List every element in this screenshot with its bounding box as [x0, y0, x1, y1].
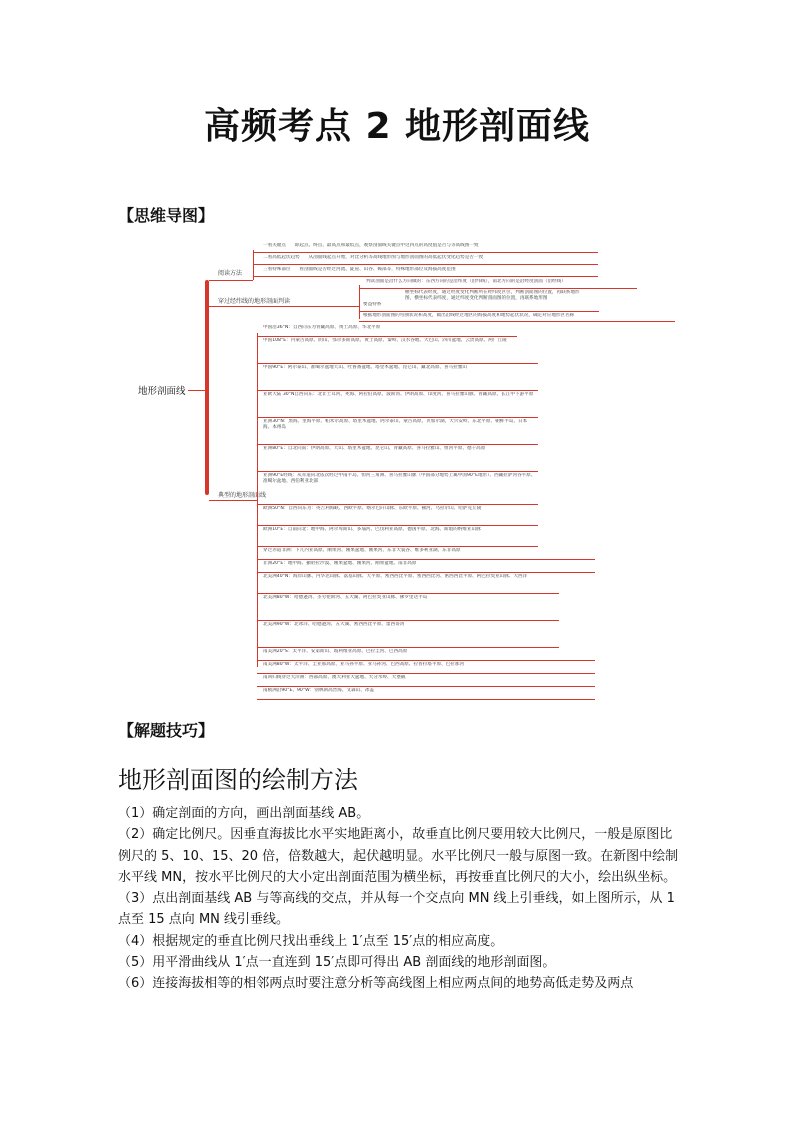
mindmap-item: 亚洲30°N：黑海、里海平原、帕米尔高原、塔里木盆地、阿尔泰山、蒙古高原、贝加尔湖、大兴安岭、东北平原、朝鲜半岛、日本海、本州岛 — [263, 419, 528, 431]
item-underline — [257, 593, 559, 594]
item-underline — [257, 699, 595, 700]
item-underline — [257, 417, 538, 418]
root-connector — [188, 390, 206, 391]
mindmap-item: 非洲20°E：地中海、撒哈拉沙漠、刚果盆地、刚果河、刚果盆地、南非高原 — [263, 561, 417, 566]
item-underline — [257, 647, 559, 648]
branch-bracket — [257, 333, 258, 667]
item-underline — [257, 620, 559, 621]
item-underline — [257, 686, 595, 687]
item-underline — [253, 252, 598, 253]
mindmap-item: 横坐标代表经度，通过经度变化判断所在经纬度区位，判断剖面图的位置，再联系地形图，横坐标代表纬度，通过纬度变化判断剖面图的位置，再联系地形图 — [405, 290, 580, 302]
branch-bracket — [359, 285, 360, 319]
item-underline — [257, 336, 517, 337]
step-paragraph: （3）点出剖面基线 AB 与等高线的交点，并从每一个交点向 MN 线上引垂线，如上图所示，从 1 点至 15 点向 MN 线引垂线。 — [118, 891, 675, 928]
mindmap-item: 北美洲80°W：哈德逊湾、圣劳伦斯河、五大湖、阿巴拉契亚山脉、佛罗里达半岛 — [263, 595, 428, 600]
mindmap-item: 亚洲90°E经线：从赤道向北依次经过中南半岛、恒河三角洲、喜马拉雅山脉（中国部分地势上属中国90°E地形）、西藏拉萨河谷平原、准噶尔盆地、西伯利亚北部 — [263, 473, 536, 485]
branch-label-crossing: 穿过经纬线的地形剖面判读 — [218, 298, 291, 305]
mindmap-item: 中国90°E：阿尔泰山、准噶尔盆地天山、吐鲁番盆地、塔里木盆地、昆仑山、藏北高原、喜马拉雅山 — [263, 365, 467, 370]
item-underline — [257, 363, 538, 364]
mindmap-item: 穿过赤道非洲：下几内亚高原、刚果河、刚果盆地、刚果河、东非大裂谷、维多利亚湖、东非高原 — [263, 548, 461, 553]
item-underline — [257, 546, 538, 547]
mindmap-item: 中国108°E：内蒙古高原、阴山、鄂尔多斯高原、黄土高原、秦岭、汉水谷地、大巴山、四川盆地、云贵高原、两广丘陵 — [263, 338, 507, 343]
method-title: 地形剖面图的绘制方法 — [118, 766, 358, 794]
page-title: 高频考点 2 地形剖面线 — [203, 106, 591, 147]
mindmap-item: 一看关键点 即起点、终点、最高点和最低点，观察剖面线关键点中这四点的高度值是否与等高线图一致 — [263, 243, 479, 248]
item-underline — [257, 504, 538, 505]
item-underline — [257, 572, 595, 573]
item-underline — [253, 276, 598, 277]
mindmap-item: 亚洲80°E：自北向南：伊朗高原、天山、塔里木盆地、昆仑山、青藏高原、喜马拉雅山、恒河平原、德干高原 — [263, 446, 486, 451]
branch-underline — [209, 500, 257, 501]
mindmap-item: 中国沿36°N：自西向东为青藏高原、黄土高原、华北平原 — [263, 325, 381, 330]
item-underline — [359, 311, 599, 312]
mindmap-item-head: 要益特系 — [363, 302, 382, 307]
item-underline — [257, 444, 538, 445]
step-paragraph: （4）根据规定的垂直比例尺找出垂线上 1′点至 15′点的相应高度。 — [118, 933, 504, 949]
mindmap-item: 亚欧大陆 30°N自西向东：北非土耳河、死海、阿拉伯高原、波斯湾、伊朗高原、印度河、喜马拉雅山脉、青藏高原、长江中下游平原 — [263, 392, 534, 397]
item-underline — [257, 559, 595, 560]
item-underline — [257, 673, 595, 674]
mindmap-item: 南极洲沿90°E、90°W：别林斯高晋海、文森山、冰盖 — [263, 688, 375, 693]
skills-heading: 【解题技巧】 — [118, 721, 215, 740]
mindmap-item: 二看高低起伏趋势 从剖面线起点开始，对比分析等高线地形图与地形剖面图的高低起伏变化趋势是否一致 — [263, 255, 484, 260]
branch-spine — [205, 280, 209, 495]
mindmap-item: 南回归线穿过大洋洲：西部高原、澳大利亚大盆地、大分水岭、大堡礁 — [263, 675, 406, 680]
mindmap-heading: 【思维导图】 — [118, 206, 215, 225]
mindmap-item: 判读剖面是沿什么方向做的：东西方向的是沿纬度（沿纬线），南北方向的是沿经度剖面（沿经线） — [366, 279, 566, 284]
step-paragraph: （1）确定剖面的方向，画出剖面基线 AB。 — [118, 806, 370, 821]
item-underline — [257, 471, 538, 472]
item-underline — [257, 390, 538, 391]
mindmap-item: 欧洲10°E：自南向北：地中海、阿尔卑斯山、多瑙河、巴伐利亚高原、德国平原、北海、斯堪的纳维亚山脉 — [263, 527, 481, 532]
step-paragraph: （6）连接海拔相等的相邻两点时要注意分析等高线图上相应两点间的地势高低走势及两点 — [118, 976, 634, 992]
mindmap-item: 北美洲90°W：北冰洋、哈德逊湾、五大湖、密西西比平原、墨西哥湾 — [263, 622, 405, 627]
mindmap-item: 南美洲80°W：太平洋、圭亚那高原、亚马孙平原、亚马孙河、巴西高原、拉普拉塔平原、巴拉那河 — [263, 662, 465, 667]
mindmap-item: 欧洲50°N：自西向东为：英吉利海峡、西欧平原、喀尔巴阡山脉、东欧平原、顿河、乌拉尔山、哈萨克丘陵 — [263, 506, 482, 511]
branch-underline — [209, 306, 359, 307]
item-underline — [257, 525, 538, 526]
step-paragraph: （2）确定比例尺。因垂直海拔比水平实地距离小，故垂直比例尺要用较大比例尺，一般是原图比例尺的 5、10、15、20 倍，倍数越大，起伏越明显。水平比例尺一般与原图一致。在新图中绘制水平线 MN，按水平比例尺的大小定出剖面范围为横坐标，再按垂直比例尺的大小，绘出纵坐标。 — [118, 827, 679, 885]
branch-label-typical: 典型的地形剖面线 — [218, 492, 267, 499]
mindmap-item: 北美洲40°N：海岸山脉、内华达山脉、落基山脉、大平原、密西西比平原、密西西比河、密西西比平原、阿巴拉契亚山脉、大西洋 — [263, 574, 528, 579]
mindmap-item: 南美洲20°S：太平洋、安第斯山、玻利维亚高原、巴拉圭河、巴西高原 — [263, 649, 408, 654]
item-underline — [253, 264, 598, 265]
steps-list — [118, 803, 680, 995]
item-underline — [359, 288, 637, 289]
mindmap-item: 根据地形剖面图的弯曲状况和高度，做出沿线经过地区的海拔高度和地势起伏状况，确定对应地形区名称 — [363, 313, 575, 318]
item-underline — [257, 660, 595, 661]
mindmap-item: 三看特殊部位 看剖面线是否经过河流、陡崖、山谷、鞍部等，特殊地形部位及海拔高度范围 — [263, 267, 456, 272]
mindmap-root: 地形剖面线 — [138, 386, 186, 397]
branch-underline — [209, 280, 253, 281]
step-paragraph: （5）用平滑曲线从 1′点一直连到 15′点即可得出 AB 剖面线的地形剖面图。 — [118, 955, 556, 971]
branch-label-reading: 阅读方法 — [218, 270, 243, 277]
item-underline — [359, 321, 675, 322]
